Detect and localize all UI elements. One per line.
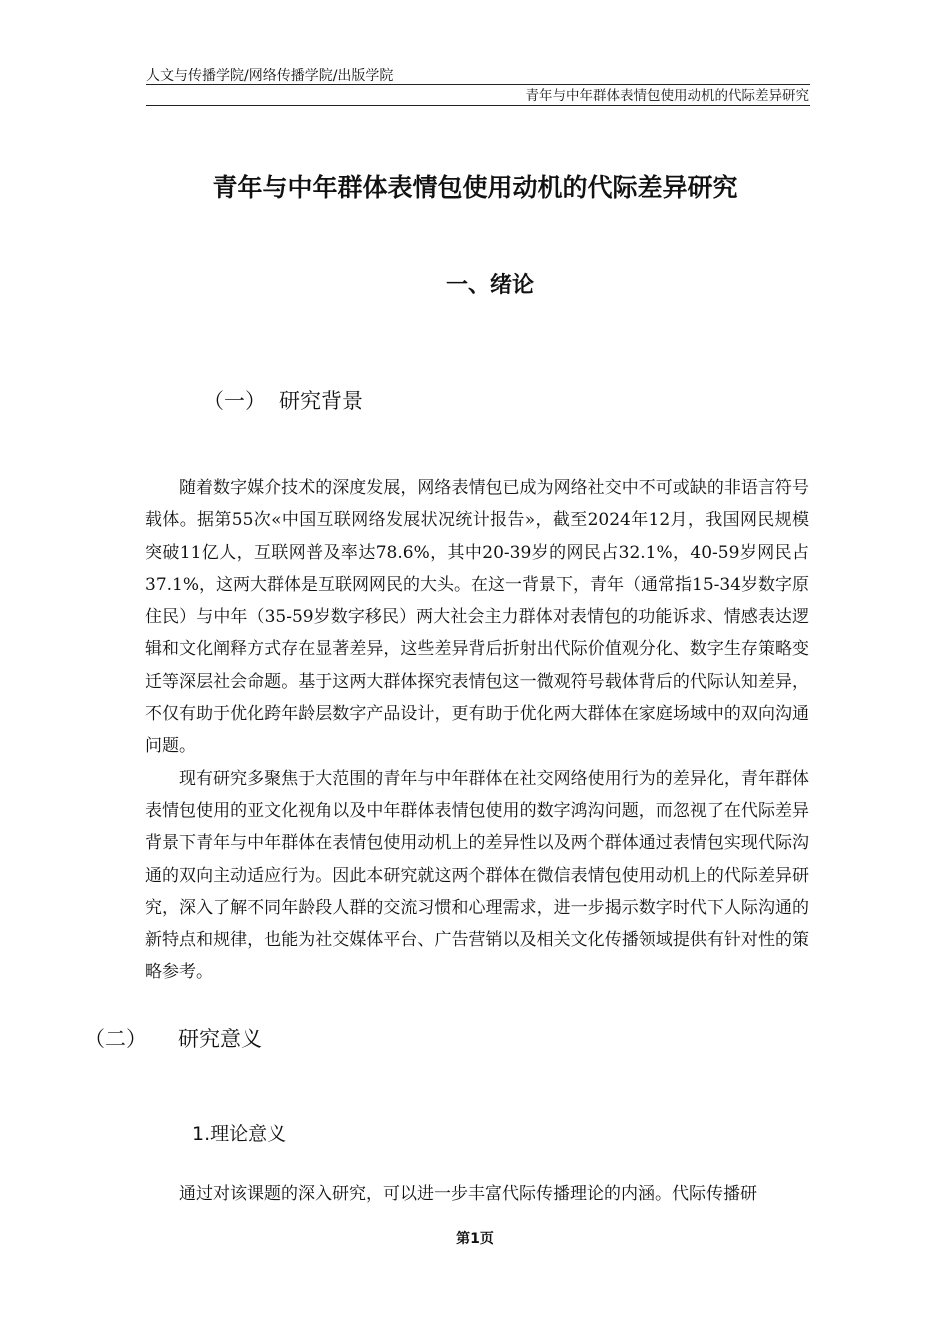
paragraph: 随着数字媒介技术的深度发展，网络表情包已成为网络社交中不可或缺的非语言符号载体。据第55次«中国互联网络发展状况统计报告»，截至2024年12月，我国网民规模突破11亿人，互联网普及率达78.6%，其中20-39岁的网民占32.1%，40-59岁网民占37.1%，这两大群体是互联网网民的大头。在这一背景下，青年（通常指15-34岁数字原住民）与中年（35-59岁数字移民）两大社会主力群体对表情包的功能诉求、情感表达逻辑和文化阐释方式存在显著差异，这些差异背后折射出代际价值观分化、数字生存策略变迁等深层社会命题。基于这两大群体探究表情包这一微观符号载体背后的代际认知差异，不仅有助于优化跨年龄层数字产品设计，更有助于优化两大群体在家庭场域中的双向沟通问题。 (145, 478, 810, 757)
item-heading-theoretical-significance: 1.理论意义 (192, 1123, 287, 1145)
subsection-heading-significance (84, 1024, 262, 1054)
subsection-title: 研究意义 (178, 1027, 262, 1051)
header-school: 人文与传播学院/网络传播学院/出版学院 (146, 68, 394, 84)
page-title: 青年与中年群体表情包使用动机的代际差异研究 (212, 173, 738, 202)
background-body (145, 472, 809, 989)
subsection-title: 研究背景 (279, 389, 363, 413)
header-divider (146, 84, 810, 85)
subsection-number: （二） (84, 1027, 147, 1051)
subsection-number: （一） (203, 389, 266, 413)
theoretical-significance-body (145, 1178, 809, 1210)
subsection-heading-background (203, 386, 363, 416)
page-number: 第1页 (456, 1231, 494, 1247)
paragraph: 现有研究多聚焦于大范围的青年与中年群体在社交网络使用行为的差异化，青年群体表情包使用的亚文化视角以及中年群体表情包使用的数字鸿沟问题，而忽视了在代际差异背景下青年与中年群体在表情包使用动机上的差异性以及两个群体通过表情包实现代际沟通的双向主动适应行为。因此本研究就这两个群体在微信表情包使用动机上的代际差异研究，深入了解不同年龄段人群的交流习惯和心理需求，进一步揭示数字时代下人际沟通的新特点和规律，也能为社交媒体平台、广告营销以及相关文化传播领域提供有针对性的策略参考。 (145, 768, 809, 983)
header-divider-bottom (146, 105, 810, 106)
paragraph: 通过对该课题的深入研究，可以进一步丰富代际传播理论的内涵。代际传播研 (179, 1184, 757, 1204)
section-heading-introduction: 一、绪论 (445, 273, 534, 298)
header-running-title: 青年与中年群体表情包使用动机的代际差异研究 (525, 88, 809, 104)
